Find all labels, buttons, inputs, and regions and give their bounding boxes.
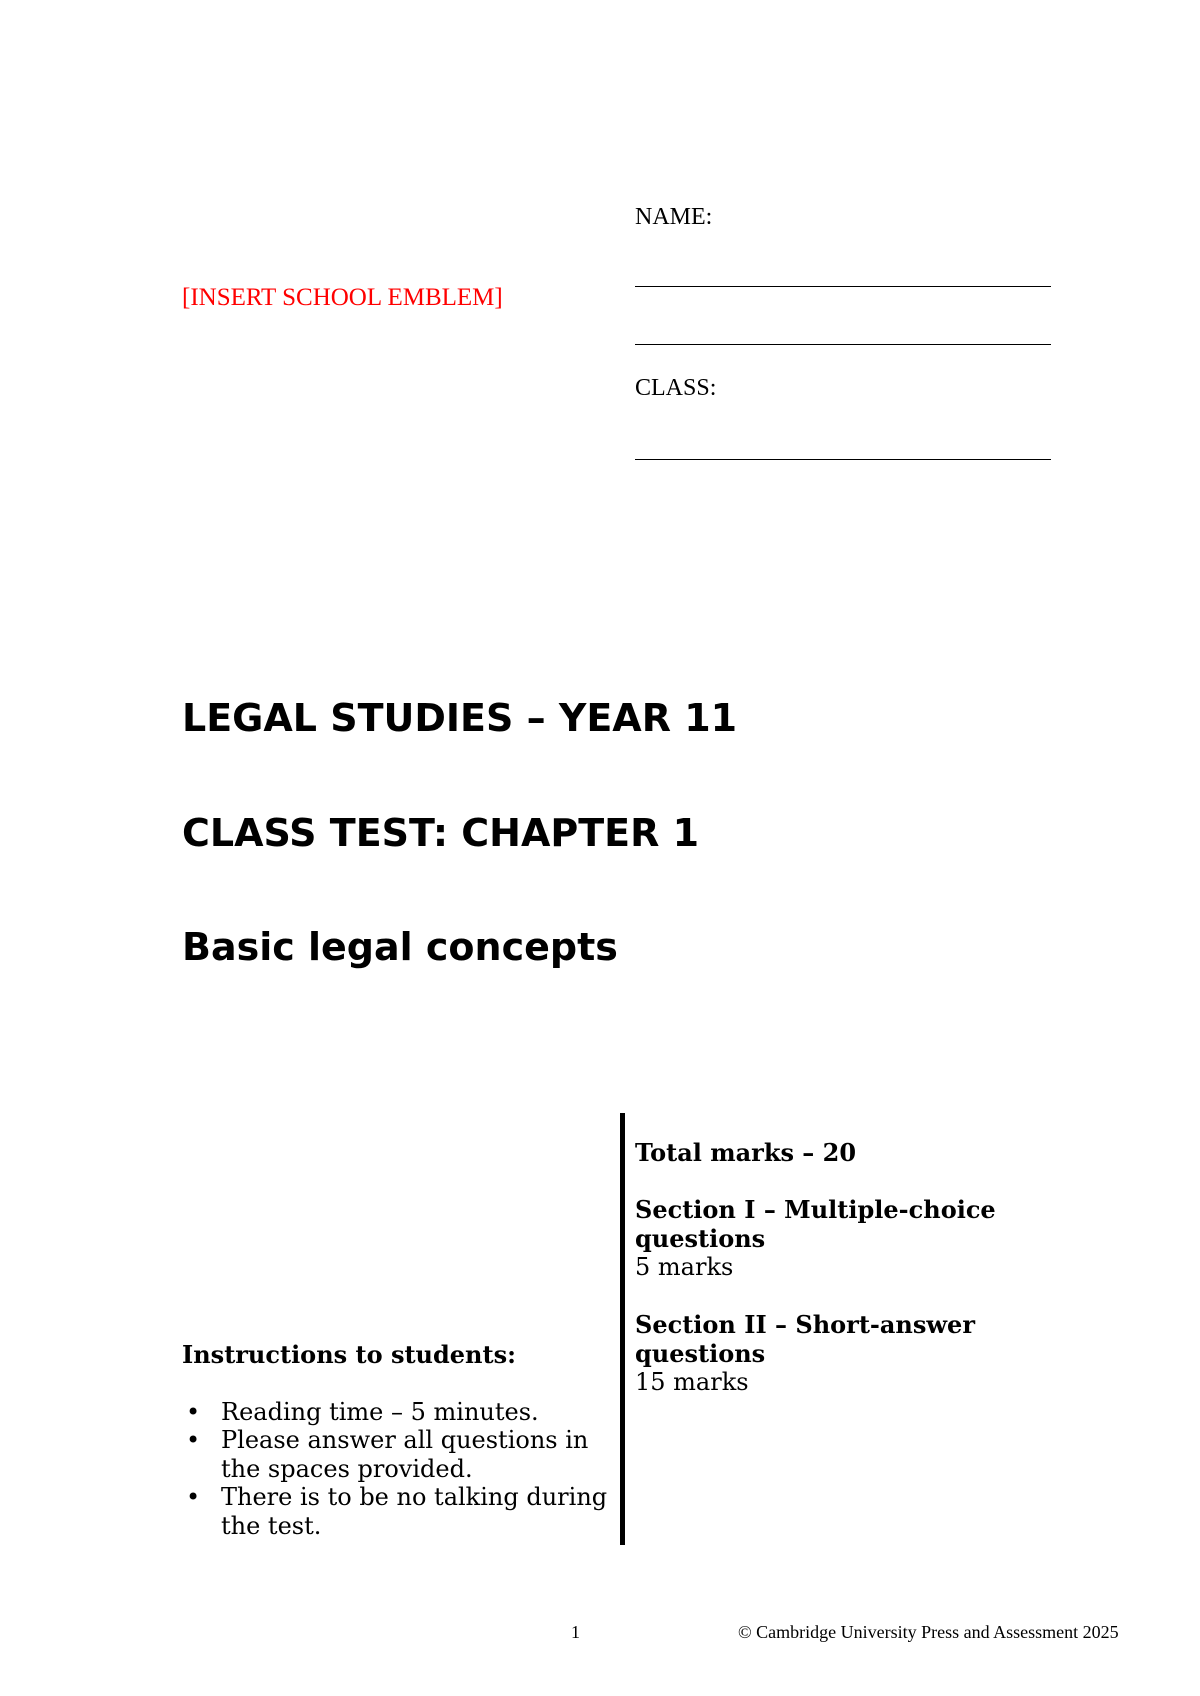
page-number: 1 [571, 1622, 580, 1642]
section-1-title: Section I – Multiple-choice questions [635, 1195, 996, 1253]
topic-title: Basic legal concepts [182, 925, 618, 969]
test-title: CLASS TEST: CHAPTER 1 [182, 811, 700, 855]
name-label: NAME: [635, 204, 713, 230]
bullet-icon: • [186, 1483, 201, 1511]
list-item [182, 1398, 612, 1427]
instruction-text: Reading time – 5 minutes. [221, 1397, 539, 1426]
name-line-2 [635, 344, 1051, 345]
copyright-notice: © Cambridge University Press and Assessment 2025 [738, 1622, 1119, 1642]
bullet-icon: • [186, 1397, 201, 1426]
section-1 [635, 1195, 1055, 1282]
instruction-text: There is to be no talking during the test. [221, 1483, 608, 1540]
instruction-text: Please answer all questions in the spaces provided. [221, 1426, 589, 1483]
list-item [182, 1483, 612, 1540]
section-2-title: Section II – Short-answer questions [635, 1310, 975, 1368]
school-emblem-placeholder: [INSERT SCHOOL EMBLEM] [182, 284, 503, 311]
column-divider [620, 1113, 625, 1545]
instructions-list [182, 1398, 612, 1541]
class-label: CLASS: [635, 375, 717, 401]
list-item [182, 1426, 612, 1483]
subject-title: LEGAL STUDIES – YEAR 11 [182, 696, 738, 740]
instructions [182, 1341, 612, 1540]
section-2-marks: 15 marks [635, 1368, 749, 1396]
marks-summary [635, 1138, 1055, 1425]
name-line-1 [635, 286, 1051, 287]
instructions-title: Instructions to students: [182, 1340, 516, 1369]
class-line [635, 459, 1051, 460]
section-1-marks: 5 marks [635, 1253, 734, 1281]
section-2 [635, 1310, 1055, 1397]
bullet-icon: • [186, 1426, 201, 1454]
total-marks: Total marks – 20 [635, 1138, 857, 1167]
